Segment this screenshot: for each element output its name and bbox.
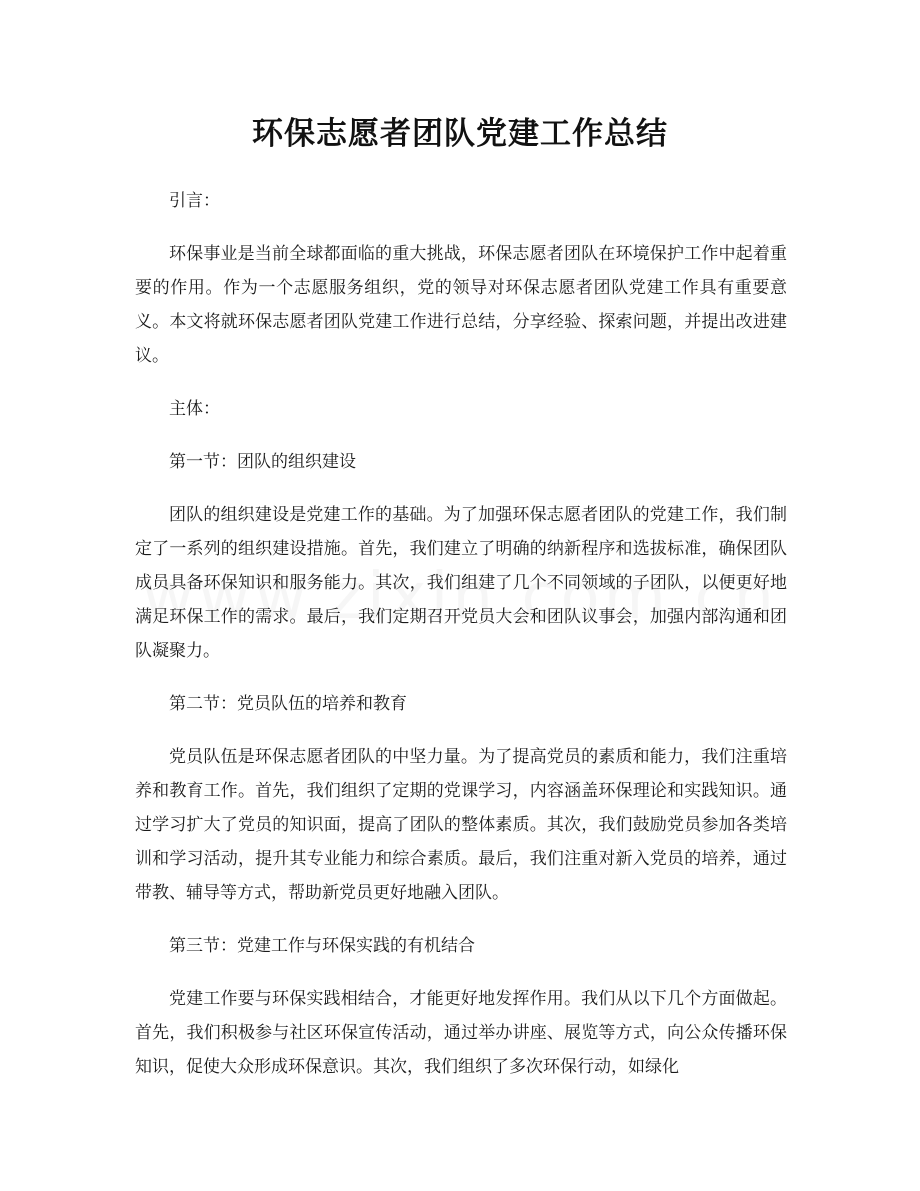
section-3-heading: 第三节：党建工作与环保实践的有机结合 — [169, 936, 475, 956]
section-1-heading: 第一节：团队的组织建设 — [169, 452, 356, 472]
section-2-heading: 第二节：党员队伍的培养和教育 — [169, 694, 407, 714]
section-1-text: 团队的组织建设是党建工作的基础。为了加强环保志愿者团队的党建工作，我们制定了一系列的组织建设措施。首先，我们建立了明确的纳新程序和选拔标准，确保团队成员具备环保知识和服务能力。其次，我们组建了几个不同领域的子团队，以便更好地满足环保工作的需求。最后，我们定期召开党员大会和团队议事会，加强内部沟通和团队凝聚力。 — [135, 505, 787, 661]
section-2-text: 党员队伍是环保志愿者团队的中坚力量。为了提高党员的素质和能力，我们注重培养和教育工作。首先，我们组织了定期的党课学习，内容涵盖环保理论和实践知识。通过学习扩大了党员的知识面，提高了团队的整体素质。其次，我们鼓励党员参加各类培训和学习活动，提升其专业能力和综合素质。最后，我们注重对新入党员的培养，通过带教、辅导等方式，帮助新党员更好地融入团队。 — [135, 747, 787, 903]
paragraph-main-heading: 主体： — [169, 399, 220, 419]
document-body — [135, 184, 787, 1084]
paragraph-intro-heading: 引言： — [169, 191, 220, 211]
paragraph-intro-text: 环保事业是当前全球都面临的重大挑战，环保志愿者团队在环境保护工作中起着重要的作用。作为一个志愿服务组织，党的领导对环保志愿者团队党建工作具有重要意义。本文将就环保志愿者团队党建工作进行总结，分享经验、探索问题，并提出改进建议。 — [135, 244, 787, 366]
document-title: 环保志愿者团队党建工作总结 — [252, 116, 668, 152]
section-3-text: 党建工作要与环保实践相结合，才能更好地发挥作用。我们从以下几个方面做起。首先，我们积极参与社区环保宣传活动，通过举办讲座、展览等方式，向公众传播环保知识，促使大众形成环保意识。其次，我们组织了多次环保行动，如绿化 — [135, 989, 787, 1077]
